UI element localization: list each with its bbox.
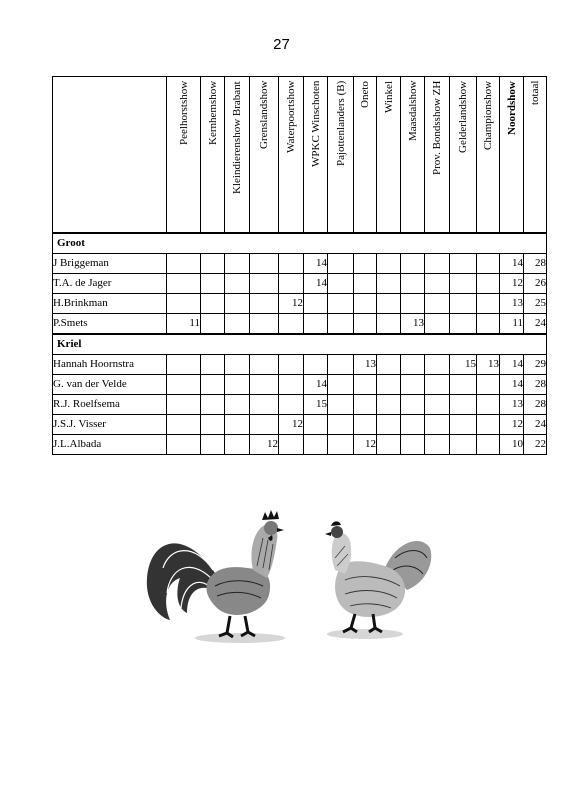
- score-cell: 12: [279, 415, 304, 435]
- score-cell: [377, 395, 401, 415]
- score-cell: [201, 274, 225, 294]
- score-cell: 13: [500, 294, 524, 314]
- total-cell: 28: [524, 395, 547, 415]
- total-cell: 22: [524, 435, 547, 455]
- score-cell: [225, 254, 250, 274]
- score-cell: [425, 415, 450, 435]
- participant-name: J.L.Albada: [53, 435, 167, 455]
- total-cell: 26: [524, 274, 547, 294]
- score-cell: [425, 294, 450, 314]
- score-cell: [425, 254, 450, 274]
- score-cell: 14: [500, 254, 524, 274]
- score-cell: [354, 254, 377, 274]
- chickens-illustration: [145, 508, 435, 656]
- score-cell: 13: [477, 355, 500, 375]
- hen-drawing: [325, 521, 431, 639]
- score-cell: [201, 395, 225, 415]
- table-row: [53, 375, 547, 395]
- score-cell: [377, 415, 401, 435]
- score-cell: 14: [304, 254, 328, 274]
- score-cell: [477, 274, 500, 294]
- score-cell: [401, 415, 425, 435]
- table-row: [53, 294, 547, 314]
- score-cell: [250, 294, 279, 314]
- scores-table: [52, 76, 547, 455]
- score-cell: [401, 355, 425, 375]
- column-header: [279, 77, 304, 234]
- score-cell: [250, 355, 279, 375]
- column-header: [304, 77, 328, 234]
- score-cell: 12: [250, 435, 279, 455]
- score-cell: [279, 355, 304, 375]
- column-header-label: Maasdalshow: [406, 81, 419, 142]
- score-cell: [279, 395, 304, 415]
- column-header-label: totaal: [529, 81, 541, 106]
- score-cell: [201, 355, 225, 375]
- score-cell: [250, 395, 279, 415]
- table-row: [53, 254, 547, 274]
- score-cell: [477, 294, 500, 314]
- score-cell: [328, 395, 354, 415]
- score-cell: [377, 355, 401, 375]
- score-cell: [167, 254, 201, 274]
- score-cell: [425, 274, 450, 294]
- score-cell: 11: [167, 314, 201, 335]
- section-title: Kriel: [53, 334, 547, 355]
- column-header-label: Kernhemshow: [206, 81, 219, 146]
- score-cell: [279, 375, 304, 395]
- column-header: [201, 77, 225, 234]
- score-cell: [167, 395, 201, 415]
- table-row: [53, 435, 547, 455]
- total-cell: 28: [524, 375, 547, 395]
- score-cell: [401, 375, 425, 395]
- score-cell: 12: [500, 415, 524, 435]
- score-cell: [328, 314, 354, 335]
- score-cell: [450, 274, 477, 294]
- score-cell: [477, 314, 500, 335]
- score-cell: [377, 314, 401, 335]
- score-cell: [477, 395, 500, 415]
- score-cell: [167, 355, 201, 375]
- score-cell: [201, 314, 225, 335]
- score-cell: [450, 435, 477, 455]
- table-row: [53, 355, 547, 375]
- total-cell: 28: [524, 254, 547, 274]
- score-cell: [328, 254, 354, 274]
- score-cell: [377, 254, 401, 274]
- column-header: [250, 77, 279, 234]
- score-cell: 15: [304, 395, 328, 415]
- participant-name: J Briggeman: [53, 254, 167, 274]
- score-cell: [354, 314, 377, 335]
- score-cell: [354, 395, 377, 415]
- score-cell: [354, 415, 377, 435]
- column-header-label: Prov. Bondsshow ZH: [431, 81, 443, 176]
- score-cell: 14: [500, 375, 524, 395]
- score-cell: [328, 274, 354, 294]
- score-cell: [328, 355, 354, 375]
- score-cell: 15: [450, 355, 477, 375]
- score-cell: [450, 254, 477, 274]
- score-cell: [225, 435, 250, 455]
- score-cell: [225, 415, 250, 435]
- section-header-row: [53, 334, 547, 355]
- corner-cell: [53, 77, 167, 234]
- score-cell: [250, 254, 279, 274]
- score-cell: [250, 415, 279, 435]
- column-header: [450, 77, 477, 234]
- score-cell: [167, 274, 201, 294]
- score-cell: [450, 415, 477, 435]
- score-cell: [304, 415, 328, 435]
- score-cell: [279, 314, 304, 335]
- column-header-label: Pajottenlanders (B): [334, 81, 347, 167]
- column-header: [425, 77, 450, 234]
- score-cell: 12: [500, 274, 524, 294]
- score-cell: [201, 415, 225, 435]
- column-header-label: Winkel: [382, 81, 395, 113]
- score-cell: [304, 435, 328, 455]
- score-cell: [225, 355, 250, 375]
- page-number: 27: [273, 36, 290, 53]
- score-cell: [225, 375, 250, 395]
- score-cell: [425, 314, 450, 335]
- score-cell: [304, 294, 328, 314]
- table-row: [53, 274, 547, 294]
- score-cell: [328, 415, 354, 435]
- total-cell: 25: [524, 294, 547, 314]
- score-cell: [328, 435, 354, 455]
- score-cell: [279, 435, 304, 455]
- score-cell: [401, 395, 425, 415]
- score-cell: [401, 254, 425, 274]
- column-header-label: WPKC Winschoten: [309, 81, 322, 168]
- column-header: [328, 77, 354, 234]
- total-cell: 24: [524, 415, 547, 435]
- score-cell: [250, 274, 279, 294]
- column-header: [225, 77, 250, 234]
- score-cell: 11: [500, 314, 524, 335]
- score-cell: [250, 314, 279, 335]
- column-header-label: Championshow: [482, 81, 494, 151]
- column-header-label: Kleindierenshow Brabant: [231, 81, 243, 194]
- score-cell: [377, 375, 401, 395]
- column-header-label: Grenslandshow: [258, 81, 270, 150]
- score-cell: 10: [500, 435, 524, 455]
- section-header-row: [53, 233, 547, 254]
- column-header: [477, 77, 500, 234]
- score-cell: [425, 355, 450, 375]
- score-cell: [225, 294, 250, 314]
- table-row: [53, 395, 547, 415]
- participant-name: G. van der Velde: [53, 375, 167, 395]
- score-cell: [328, 294, 354, 314]
- total-cell: 24: [524, 314, 547, 335]
- score-cell: [354, 375, 377, 395]
- score-cell: [167, 435, 201, 455]
- score-cell: 13: [354, 355, 377, 375]
- score-cell: [477, 254, 500, 274]
- column-header: [377, 77, 401, 234]
- score-cell: [225, 395, 250, 415]
- column-header: [354, 77, 377, 234]
- table-row: [53, 415, 547, 435]
- participant-name: Hannah Hoornstra: [53, 355, 167, 375]
- column-header: [500, 77, 524, 234]
- score-cell: [304, 314, 328, 335]
- column-header: [401, 77, 425, 234]
- score-cell: [354, 274, 377, 294]
- total-cell: 29: [524, 355, 547, 375]
- score-cell: [425, 435, 450, 455]
- score-cell: [304, 355, 328, 375]
- score-cell: 13: [500, 395, 524, 415]
- score-cell: [377, 294, 401, 314]
- score-cell: [201, 294, 225, 314]
- score-cell: [377, 435, 401, 455]
- score-cell: [401, 274, 425, 294]
- score-cell: [477, 375, 500, 395]
- score-cell: [354, 294, 377, 314]
- score-cell: [477, 435, 500, 455]
- score-cell: [279, 274, 304, 294]
- score-cell: [450, 395, 477, 415]
- score-cell: [225, 314, 250, 335]
- score-cell: [201, 254, 225, 274]
- participant-name: J.S.J. Visser: [53, 415, 167, 435]
- column-header-label: Gelderlandshow: [457, 81, 469, 154]
- participant-name: T.A. de Jager: [53, 274, 167, 294]
- score-cell: [225, 274, 250, 294]
- table-row: [53, 314, 547, 335]
- score-cell: [201, 375, 225, 395]
- score-cell: [425, 395, 450, 415]
- score-cell: [167, 294, 201, 314]
- score-cell: [167, 375, 201, 395]
- score-cell: [450, 375, 477, 395]
- header-row: [53, 77, 547, 234]
- score-cell: 12: [354, 435, 377, 455]
- section-title: Groot: [53, 233, 547, 254]
- column-header: [524, 77, 547, 234]
- score-cell: [250, 375, 279, 395]
- rooster-drawing: [147, 510, 285, 643]
- score-cell: 14: [304, 375, 328, 395]
- participant-name: P.Smets: [53, 314, 167, 335]
- score-cell: [401, 294, 425, 314]
- participant-name: R.J. Roelfsema: [53, 395, 167, 415]
- column-header: [167, 77, 201, 234]
- score-cell: 14: [500, 355, 524, 375]
- column-header-label: Noordshow: [505, 81, 518, 135]
- score-cell: 14: [304, 274, 328, 294]
- score-cell: [450, 294, 477, 314]
- score-cell: [279, 254, 304, 274]
- participant-name: H.Brinkman: [53, 294, 167, 314]
- column-header-label: Peelhorstshow: [177, 81, 190, 146]
- score-cell: [201, 435, 225, 455]
- score-cell: [425, 375, 450, 395]
- score-cell: [328, 375, 354, 395]
- column-header-label: Waterpoortshow: [285, 81, 297, 154]
- score-cell: [377, 274, 401, 294]
- score-cell: [450, 314, 477, 335]
- score-cell: [477, 415, 500, 435]
- score-cell: [167, 415, 201, 435]
- score-cell: 13: [401, 314, 425, 335]
- score-cell: 12: [279, 294, 304, 314]
- score-cell: [401, 435, 425, 455]
- column-header-label: Oneto: [359, 81, 371, 108]
- table-body: [53, 233, 547, 455]
